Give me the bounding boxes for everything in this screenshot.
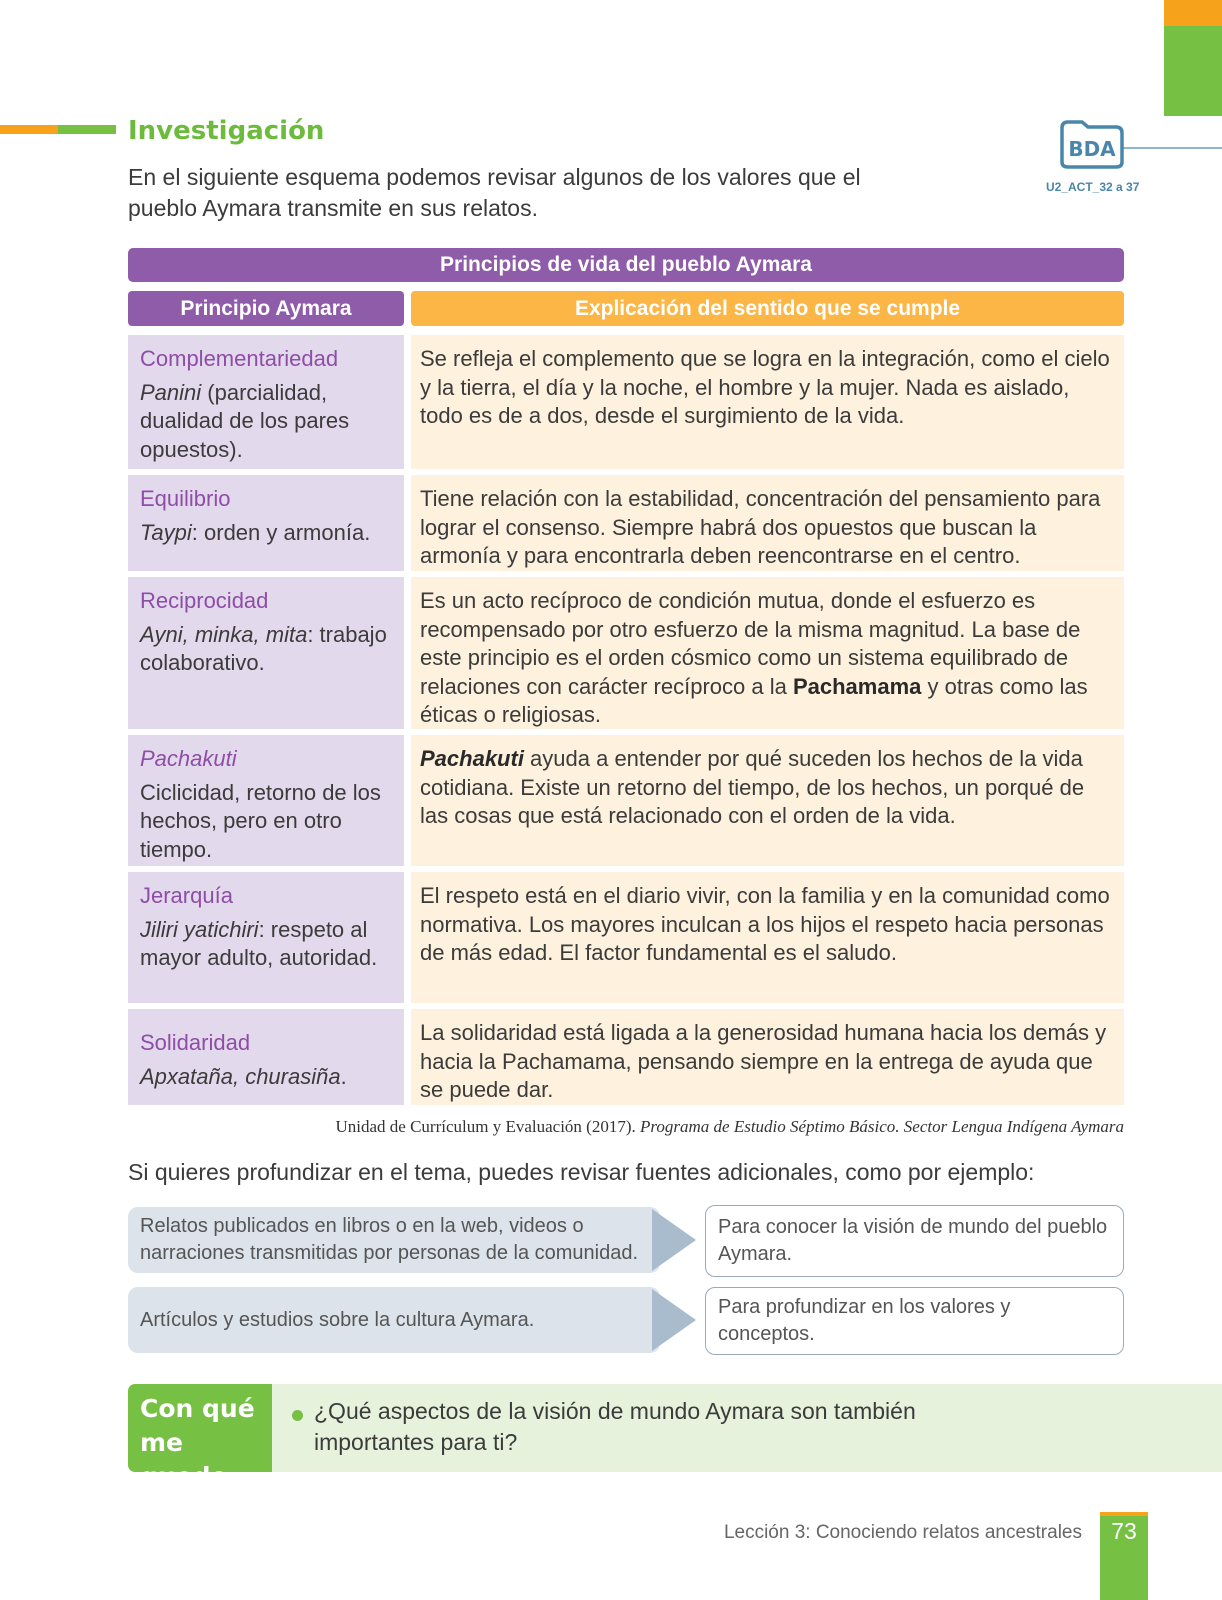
principle-desc: (parcialidad, dualidad de los pares opuestos). [140,379,350,462]
principle-term: Jiliri yatichiri [140,916,259,942]
principle-term: Apxataña, churasiña [140,1063,341,1089]
principle-term: Panini [140,379,202,405]
corner-tab-orange [1164,0,1222,26]
explanation-cell [411,1009,1124,1105]
bda-label: BDA [1068,137,1116,161]
reflection-label-line1: Con qué [140,1394,255,1423]
principle-term: Ayni, minka, mita [140,621,308,647]
column-header-principle: Principio Aymara [128,291,404,326]
explanation-text-end: y otras como las éticas o religiosas. [420,673,1088,727]
principle-cell [128,335,404,469]
page-number: 73 [1111,1518,1137,1544]
explanation-text: El respeto está en el diario vivir, con la familia y en la comunidad como normativa. Los mayores inculcan a los hijos el respeto hacia personas de más edad. El factor fundamental es el saludo. [420,883,1110,965]
source-box [128,1287,660,1353]
reflection-label [128,1384,272,1491]
purpose-box [705,1205,1124,1277]
bda-code[interactable]: U2_ACT_32 a 37 [1046,180,1140,194]
principle-desc: . [340,1063,347,1089]
arrow-right-icon [652,1289,696,1351]
principle-term: Taypi [140,519,192,545]
purpose-text: Para conocer la visión de mundo del pueblo Aymara. [718,1216,1108,1265]
principle-desc: : respeto al mayor adulto, autoridad. [140,916,378,970]
principle-cell [128,735,404,866]
principle-name: Complementariedad [140,346,339,371]
principle-cell [128,872,404,1003]
heading-bar-orange [0,125,58,134]
table-title: Principios de vida del pueblo Aymara [128,248,1124,282]
explanation-text: Se refleja el complemento que se logra en la integración, como el cielo y la tierra, el día y la noche, el hombre y la mujer. Nada es aislado, todo es de a dos, desde el surgimiento de la vida. [420,346,1110,428]
principle-name: Reciprocidad [140,588,269,613]
explanation-cell [411,577,1124,729]
explanation-text: ayuda a entender por qué suceden los hechos de la vida cotidiana. Existe un retorno del tiempo, de los hechos, un porqué de las cosas que está relacionado con el orden de la vida. [420,746,1085,828]
principle-desc: Ciclicidad, retorno de los hechos, pero en otro tiempo. [140,779,381,862]
citation [0,1117,1124,1137]
heading-bar-green [58,125,116,134]
bda-folder-icon[interactable] [1058,118,1126,170]
principle-desc: : orden y armonía. [191,519,371,545]
source-box [128,1207,660,1273]
explanation-text: La solidaridad está ligada a la generosidad humana hacia los demás y hacia la Pachamama, pensando siempre en la entrega de ayuda que se puede dar. [420,1020,1107,1102]
reflection-label-line2: me quedo [140,1428,228,1491]
reflection-question: ¿Qué aspectos de la visión de mundo Aymara son también importantes para ti? [314,1398,916,1455]
corner-tab-green [1164,26,1222,116]
principle-cell [128,577,404,729]
explanation-cell [411,475,1124,571]
purpose-text: Para profundizar en los valores y conceptos. [718,1296,1011,1345]
citation-title: Programa de Estudio Séptimo Básico. Sector Lengua Indígena Aymara [640,1117,1124,1136]
arrow-right-icon [652,1209,696,1271]
column-header-explanation: Explicación del sentido que se cumple [411,291,1124,326]
source-text: Relatos publicados en libros o en la web, videos o narraciones transmitidas por personas de la comunidad. [140,1215,639,1264]
principle-desc: : trabajo colaborativo. [140,621,387,675]
principle-cell [128,475,404,571]
more-sources-text: Si quieres profundizar en el tema, puedes revisar fuentes adicionales, como por ejemplo: [128,1159,1035,1185]
principle-cell [128,1009,404,1105]
explanation-cell [411,872,1124,1003]
explanation-cell [411,735,1124,866]
explanation-cell [411,335,1124,469]
explanation-term: Pachakuti [420,746,524,771]
footer-lesson: Lección 3: Conociendo relatos ancestrales [723,1522,1082,1543]
citation-plain: Unidad de Currículum y Evaluación (2017). [335,1117,641,1136]
section-title: Investigación [128,116,325,146]
explanation-highlight: Pachamama [792,673,922,699]
source-text: Artículos y estudios sobre la cultura Aymara. [140,1308,535,1331]
explanation-text: Tiene relación con la estabilidad, concentración del pensamiento para lograr el consenso. Siempre habrá dos opuestos que buscan la armonía y para encontrarla deben reencontrarse en el centro. [420,486,1101,568]
principle-name: Solidaridad [140,1030,251,1055]
principle-name: Jerarquía [140,883,233,908]
bda-line [1120,147,1222,149]
principle-name: Equilibrio [140,486,231,511]
purpose-box [705,1287,1124,1355]
bullet-icon [292,1410,303,1421]
intro-text: En el siguiente esquema podemos revisar algunos de los valores que el pueblo Aymara transmite en sus relatos. [128,164,861,221]
explanation-text: Es un acto recíproco de condición mutua, donde el esfuerzo es recompensado por otro esfuerzo de la misma magnitud. La base de este principio es el orden cósmico como un sistema equilibrado de relaciones con carácter recíproco a la [420,588,1081,699]
principle-name: Pachakuti [140,746,237,771]
